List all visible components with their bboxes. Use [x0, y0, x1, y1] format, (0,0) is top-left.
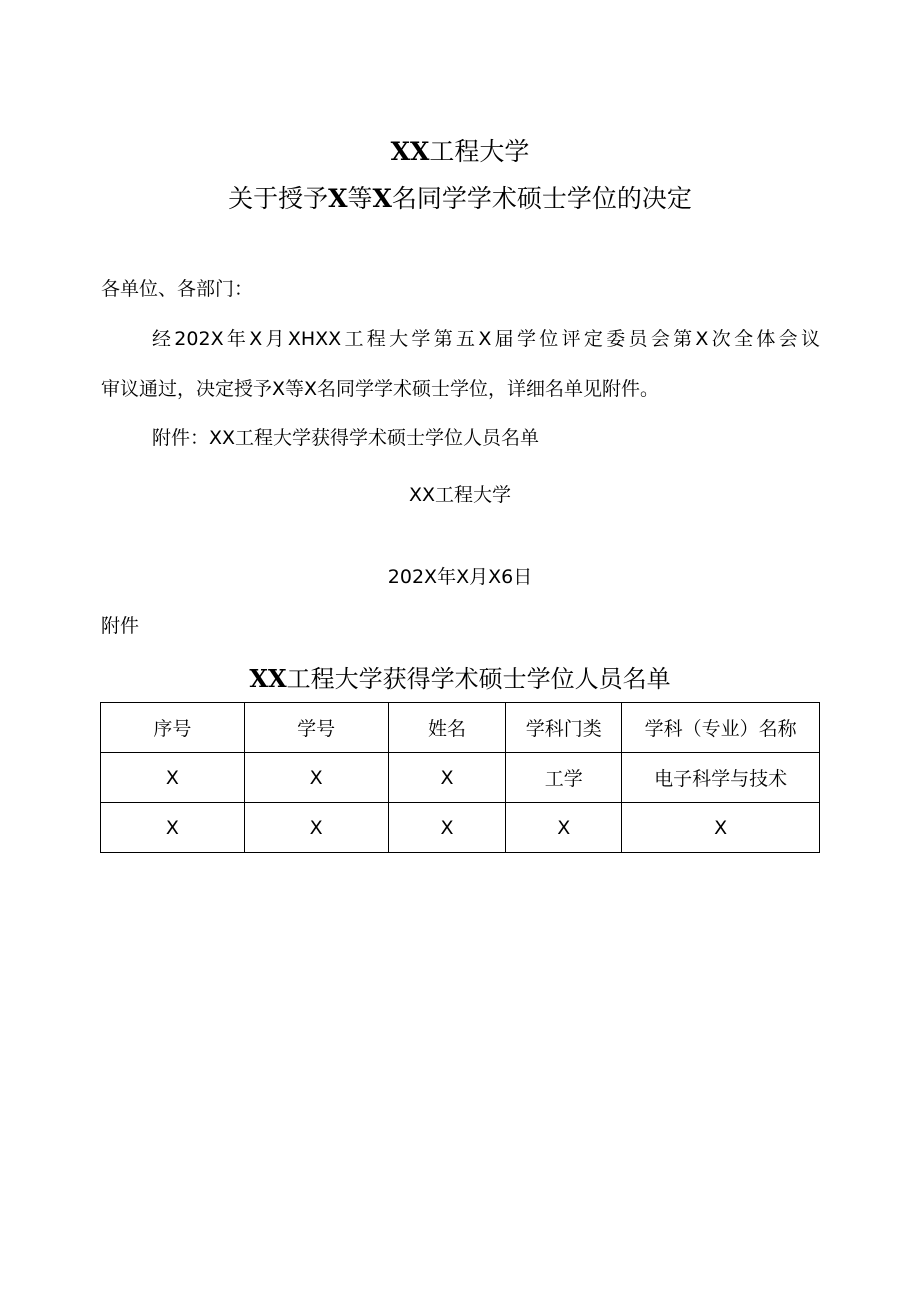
cell-serial-number: X: [101, 803, 245, 853]
table-row: [101, 753, 820, 803]
graduates-table: [100, 702, 820, 853]
cell-discipline-name: 电子科学与技术: [622, 753, 820, 803]
table-header-row: [101, 703, 820, 753]
attachment-note: 附件：XX工程大学获得学术硕士学位人员名单: [152, 427, 540, 449]
table-title-prefix: XX: [249, 664, 287, 693]
title2-part3: 名同学学术硕士学位的决定: [391, 184, 692, 213]
document-title-line2: [0, 184, 920, 214]
table-title-text: 工程大学获得学术硕士学位人员名单: [286, 665, 671, 693]
header-serial-number: 序号: [101, 703, 245, 753]
cell-discipline-name: X: [622, 803, 820, 853]
attachment-label: 附件: [101, 615, 140, 637]
title2-part1: 关于授予: [228, 184, 329, 213]
cell-name: X: [388, 753, 506, 803]
header-discipline-name: 学科（专业）名称: [622, 703, 820, 753]
title2-part2: 等: [347, 184, 373, 213]
title-school-prefix: XX: [390, 137, 430, 166]
greeting: 各单位、各部门：: [101, 278, 254, 300]
signature-organization: XX工程大学: [408, 484, 512, 506]
decision-paragraph-line2: 审议通过，决定授予X等X名同学学术硕士学位，详细名单见附件。: [101, 378, 660, 400]
header-student-id: 学号: [244, 703, 388, 753]
header-discipline-category: 学科门类: [506, 703, 622, 753]
header-name: 姓名: [388, 703, 506, 753]
document-title-line1: [0, 137, 920, 167]
table-row: [101, 803, 820, 853]
signature-date: 202X年X月X6日: [387, 566, 533, 588]
title2-x1: X: [328, 184, 348, 213]
cell-student-id: X: [244, 803, 388, 853]
title-school-name: 工程大学: [429, 137, 530, 166]
cell-serial-number: X: [101, 753, 245, 803]
table-title: [0, 664, 920, 694]
title2-x2: X: [372, 184, 392, 213]
cell-name: X: [388, 803, 506, 853]
cell-discipline-category: X: [506, 803, 622, 853]
cell-student-id: X: [244, 753, 388, 803]
cell-discipline-category: 工学: [506, 753, 622, 803]
decision-paragraph-line1: 经202X年X月XHXX工程大学第五X届学位评定委员会第X次全体会议: [152, 328, 820, 350]
